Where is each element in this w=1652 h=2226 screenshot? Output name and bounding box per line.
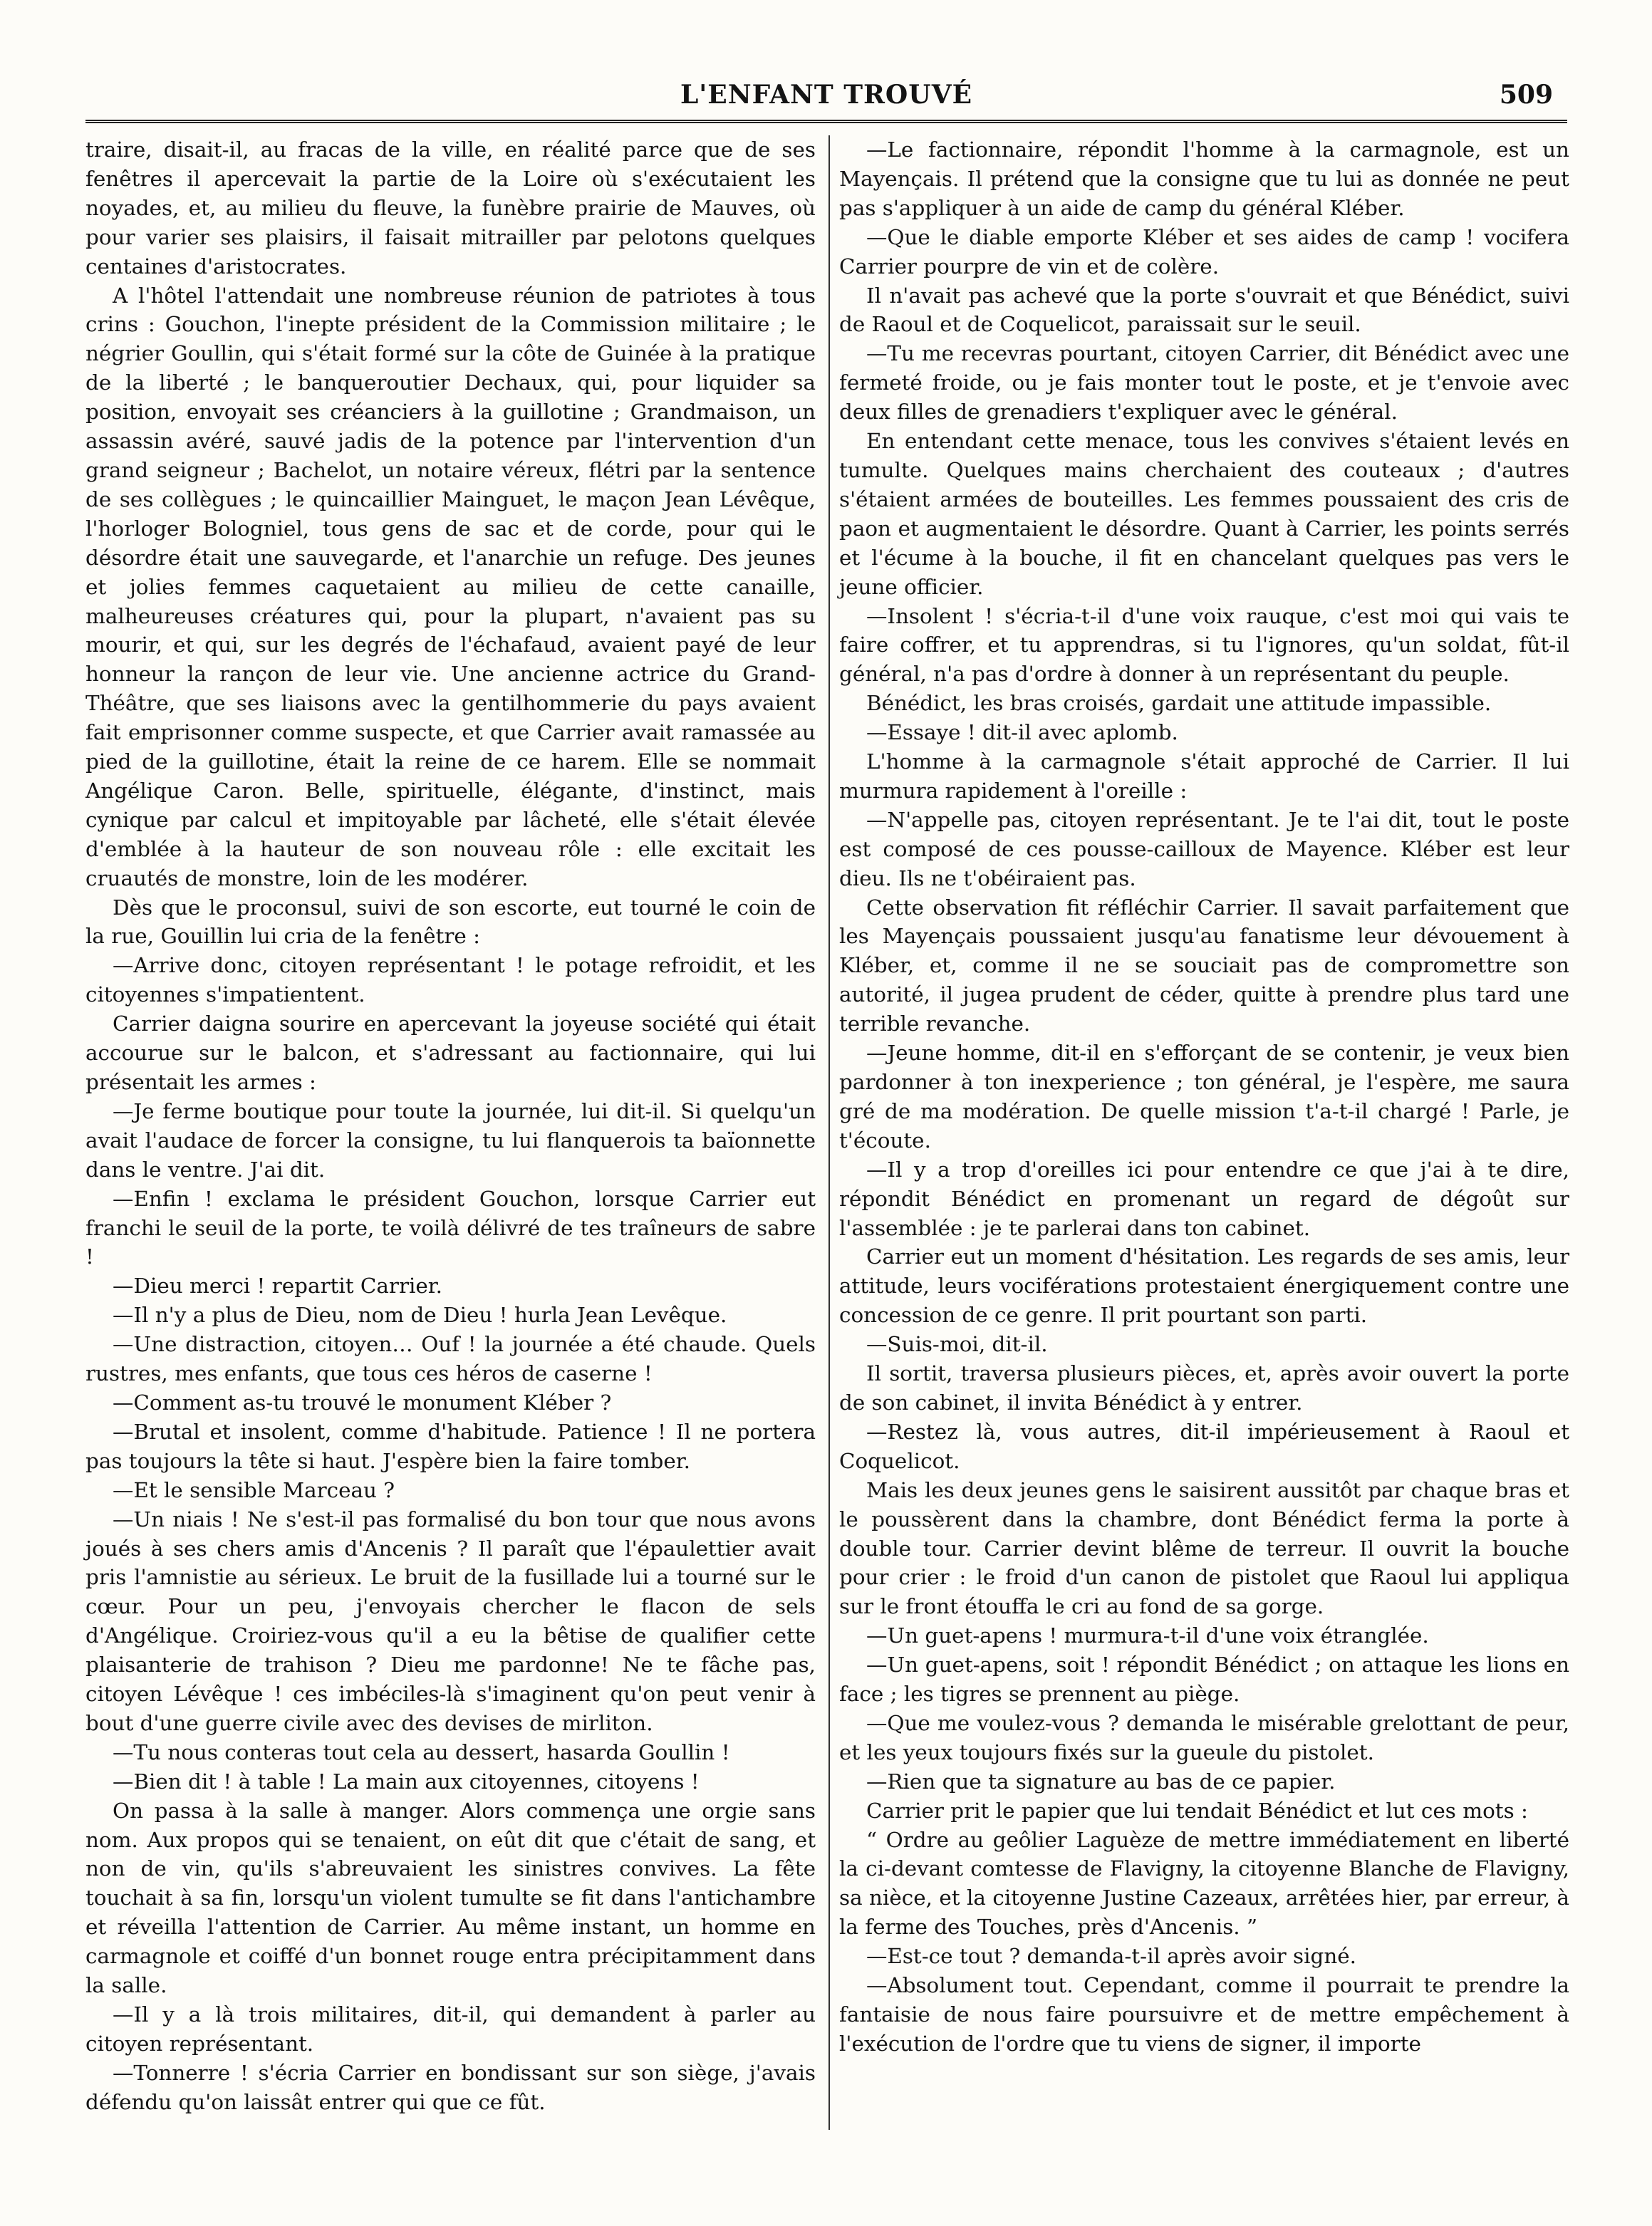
left-column — [85, 135, 816, 2117]
paragraph: —Un guet-apens ! murmura-t-il d'une voix étranglée. — [866, 1623, 1429, 1648]
paragraph: Dès que le proconsul, suivi de son escorte, eut tourné le coin de la rue, Gouillin lui cria de la fenêtre : — [85, 895, 816, 949]
paragraph: —Comment as-tu trouvé le monument Kléber ? — [113, 1390, 612, 1415]
paragraph: —Il y a trop d'oreilles ici pour entendre ce que j'ai à te dire, répondit Bénédict en promenant un regard de dégoût sur l'assemblée : je te parlerai dans ton cabinet. — [839, 1157, 1569, 1240]
paragraph: —Il y a là trois militaires, dit-il, qui demandent à parler au citoyen représentant. — [85, 2002, 816, 2056]
paragraph: —Un niais ! Ne s'est-il pas formalisé du bon tour que nous avons joués à ses chers amis d'Ancenis ? Il paraît que l'épaulettier avait pris l'amnistie au sérieux. Le bruit de la fusillade lui a tourné sur le cœur. Pour un peu, j'envoyais chercher le flacon de sels d'Angélique. Croiriez-vous qu'il a eu la bêtise de qualifier cette plaisanterie de trahison ? Dieu me pardonne! Ne te fâche pas, citoyen Lévêque ! ces imbéciles-là s'imaginent qu'on peut venir à bout d'une guerre civile avec des devises de mirliton. — [85, 1507, 816, 1735]
paragraph: —Tu nous conteras tout cela au dessert, hasarda Goullin ! — [113, 1739, 730, 1764]
paragraph: —Le factionnaire, répondit l'homme à la carmagnole, est un Mayençais. Il prétend que la consigne que tu lui as donnée ne peut pas s'appliquer à un aide de camp du général Kléber. — [839, 137, 1569, 220]
column-divider — [828, 135, 830, 2130]
paragraph: Carrier daigna sourire en apercevant la joyeuse société qui était accourue sur le balcon, et s'adressant au factionnaire, qui lui présentait les armes : — [85, 1011, 816, 1094]
paragraph: —Tonnerre ! s'écria Carrier en bondissant sur son siège, j'avais défendu qu'on laissât entrer qui que ce fût. — [85, 2060, 816, 2114]
paragraph: —Tu me recevras pourtant, citoyen Carrier, dit Bénédict avec une fermeté froide, ou je fais monter tout le poste, et je t'envoie avec deux filles de grenadiers t'expliquer avec le général. — [839, 341, 1569, 425]
paragraph: “ Ordre au geôlier Laguèze de mettre immédiatement en liberté la ci-devant comtesse de Flavigny, la citoyenne Blanche de Flavigny, sa nièce, et la citoyenne Justine Cazeaux, arrêtées hier, par erreur, à la ferme des Touches, près d'Ancenis. ” — [839, 1827, 1569, 1940]
paragraph: —Est-ce tout ? demanda-t-il après avoir signé. — [866, 1944, 1357, 1969]
paragraph: Carrier eut un moment d'hésitation. Les regards de ses amis, leur attitude, leurs vociférations protestaient énergiquement contre une concession de ce genre. Il prit pourtant son parti. — [839, 1244, 1569, 1328]
paragraph: —Et le sensible Marceau ? — [113, 1477, 395, 1502]
running-title: L'ENFANT TROUVÉ — [680, 80, 973, 110]
paragraph: —Restez là, vous autres, dit-il impérieusement à Raoul et Coquelicot. — [839, 1419, 1569, 1473]
paragraph: —Absolument tout. Cependant, comme il pourrait te prendre la fantaisie de nous faire poursuivre et de mettre empêchement à l'exécution de l'ordre que tu viens de signer, il importe — [839, 1973, 1569, 2056]
paragraph: Bénédict, les bras croisés, gardait une attitude impassible. — [866, 691, 1492, 716]
paragraph: En entendant cette menace, tous les convives s'étaient levés en tumulte. Quelques mains cherchaient des couteaux ; d'autres s'étaient armées de bouteilles. Les femmes poussaient des cris de paon et augmentaient le désordre. Quant à Carrier, les points serrés et l'écume à la bouche, il fit en chancelant quelques pas vers le jeune officier. — [839, 429, 1569, 599]
paragraph: —Bien dit ! à table ! La main aux citoyennes, citoyens ! — [113, 1769, 700, 1794]
paragraph: —Que me voulez-vous ? demanda le misérable grelottant de peur, et les yeux toujours fixés sur la gueule du pistolet. — [839, 1710, 1569, 1764]
paragraph: Carrier prit le papier que lui tendait Bénédict et lut ces mots : — [866, 1798, 1528, 1823]
paragraph: Il sortit, traversa plusieurs pièces, et, après avoir ouvert la porte de son cabinet, il invita Bénédict à y entrer. — [839, 1361, 1569, 1415]
paragraph: —Enfin ! exclama le président Gouchon, lorsque Carrier eut franchi le seuil de la porte, te voilà délivré de tes traîneurs de sabre ! — [85, 1186, 816, 1269]
paragraph: —Rien que ta signature au bas de ce papier. — [866, 1769, 1336, 1794]
paragraph: On passa à la salle à manger. Alors commença une orgie sans nom. Aux propos qui se tenaient, on eût dit que c'était de sang, et non de vin, qu'ils s'abreuvaient les sinistres convives. La fête touchait à sa fin, lorsqu'un violent tumulte se fit dans l'antichambre et réveilla l'attention de Carrier. Au même instant, un homme en carmagnole et coiffé d'un bonnet rouge entra précipitamment dans la salle. — [85, 1798, 816, 1998]
paragraph: traire, disait-il, au fracas de la ville, en réalité parce que de ses fenêtres il apercevait la partie de la Loire où s'exécutaient les noyades, et, au milieu du fleuve, la funèbre prairie de Mauves, où pour varier ses plaisirs, il faisait mitrailler par pelotons quelques centaines d'aristocrates. — [85, 137, 816, 279]
paragraph: —Dieu merci ! repartit Carrier. — [113, 1274, 442, 1299]
paragraph: Mais les deux jeunes gens le saisirent aussitôt par chaque bras et le poussèrent dans la chambre, dont Bénédict ferma la porte à double tour. Carrier devint blême de terreur. Il ouvrit la bouche pour crier : le froid d'un canon de pistolet que Raoul lui appliqua sur le front étouffa le cri au fond de sa gorge. — [839, 1477, 1569, 1619]
paragraph: L'homme à la carmagnole s'était approché de Carrier. Il lui murmura rapidement à l'oreille : — [839, 749, 1569, 803]
paragraph: —Je ferme boutique pour toute la journée, lui dit-il. Si quelqu'un avait l'audace de forcer la consigne, tu lui flanquerois ta baïonnette dans le ventre. J'ai dit. — [85, 1098, 816, 1182]
paragraph: —Jeune homme, dit-il en s'efforçant de se contenir, je veux bien pardonner à ton inexperience ; ton général, je l'espère, me saura gré de ma modération. De quelle mission t'a-t-il chargé ! Parle, je t'écoute. — [839, 1041, 1569, 1153]
paragraph: —Il n'y a plus de Dieu, nom de Dieu ! hurla Jean Levêque. — [113, 1303, 727, 1328]
page-header — [85, 80, 1567, 123]
paragraph: —Que le diable emporte Kléber et ses aides de camp ! vocifera Carrier pourpre de vin et de colère. — [839, 224, 1569, 279]
paragraph: Cette observation fit réfléchir Carrier. Il savait parfaitement que les Mayençais poussaient jusqu'au fanatisme leur dévouement à Kléber, et, comme il ne se souciait pas de compromettre son autorité, il jugea prudent de céder, quitte à prendre plus tard une terrible revanche. — [839, 895, 1569, 1036]
paragraph: —Essaye ! dit-il avec aplomb. — [866, 720, 1178, 745]
paragraph: —Suis-moi, dit-il. — [866, 1332, 1048, 1357]
page-number: 509 — [1499, 80, 1553, 110]
right-column — [839, 135, 1569, 2059]
paragraph: —Une distraction, citoyen… Ouf ! la journée a été chaude. Quels rustres, mes enfants, que tous ces héros de caserne ! — [85, 1332, 816, 1386]
paragraph: Il n'avait pas achevé que la porte s'ouvrait et que Bénédict, suivi de Raoul et de Coquelicot, paraissait sur le seuil. — [839, 283, 1569, 337]
paragraph: —Un guet-apens, soit ! répondit Bénédict ; on attaque les lions en face ; les tigres se prennent au piège. — [839, 1653, 1569, 1707]
paragraph: —Brutal et insolent, comme d'habitude. Patience ! Il ne portera pas toujours la tête si haut. J'espère bien la faire tomber. — [85, 1419, 816, 1473]
paragraph: —Arrive donc, citoyen représentant ! le potage refroidit, et les citoyennes s'impatientent. — [85, 953, 816, 1007]
paragraph: —Insolent ! s'écria-t-il d'une voix rauque, c'est moi qui vais te faire coffrer, et tu apprendras, si tu l'ignores, qu'un soldat, fût-il général, n'a pas d'ordre à donner à un représentant du peuple. — [839, 603, 1569, 687]
paragraph: —N'appelle pas, citoyen représentant. Je te l'ai dit, tout le poste est composé de ces pousse-cailloux de Mayence. Kléber est leur dieu. Ils ne t'obéiraient pas. — [839, 807, 1569, 890]
paragraph: A l'hôtel l'attendait une nombreuse réunion de patriotes à tous crins : Gouchon, l'inepte président de la Commission militaire ; le négrier Goullin, qui s'était formé sur la côte de Guinée à la pratique de la liberté ; le banqueroutier Dechaux, qui, pour liquider sa position, envoyait ses créanciers à la guillotine ; Grandmaison, un assassin avéré, sauvé jadis de la potence par l'intervention d'un grand seigneur ; Bachelot, un notaire véreux, flétri par la sentence de ses collègues ; le quincaillier Mainguet, le maçon Jean Lévêque, l'horloger Bologniel, tous gens de sac et de corde, pour qui le désordre était une sauvegarde, et l'anarchie un refuge. Des jeunes et jolies femmes caquetaient au milieu de cette canaille, malheureuses créatures qui, pour la plupart, n'avaient pas su mourir, et qui, sur les degrés de l'échafaud, avaient payé de leur honneur la rançon de leur vie. Une ancienne actrice du Grand-Théâtre, que ses liaisons avec la gentilhommerie du pays avaient fait emprisonner comme suspecte, et que Carrier avait ramassée au pied de la guillotine, était la reine de ce harem. Elle se nommait Angélique Caron. Belle, spirituelle, élégante, d'instinct, mais cynique par calcul et impitoyable par lâcheté, elle s'était élevée d'emblée à la hauteur de son nouveau rôle : elle excitait les cruautés de monstre, loin de les modérer. — [85, 283, 816, 890]
